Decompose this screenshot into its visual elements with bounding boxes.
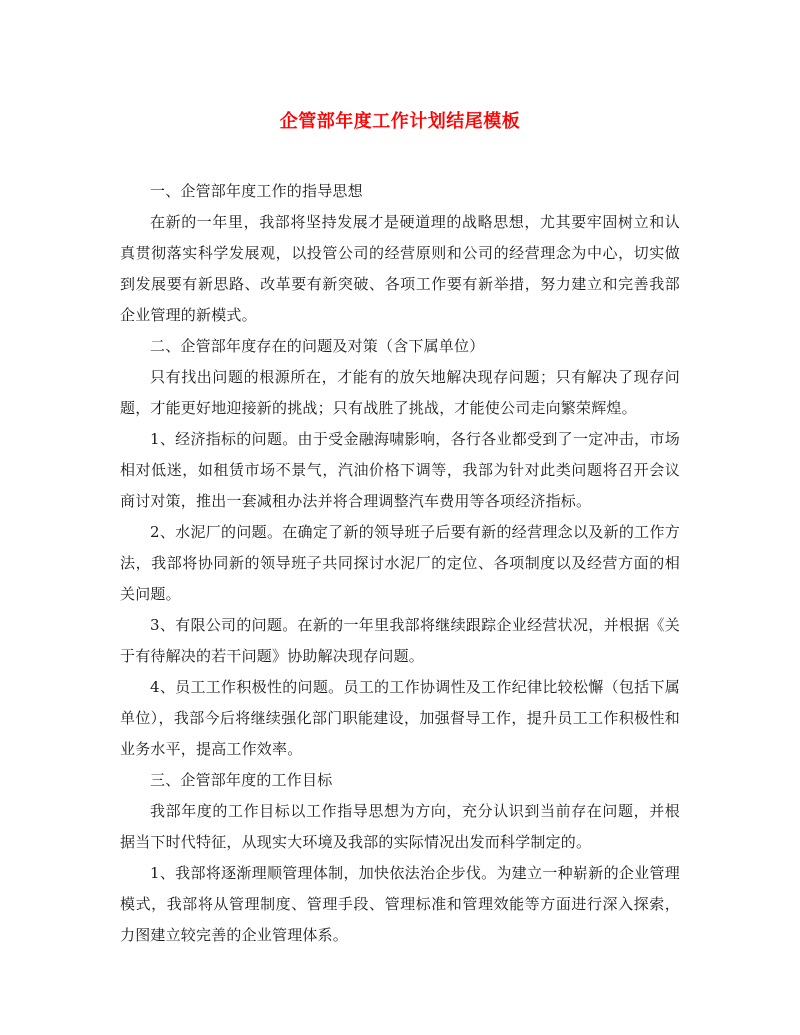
list-item-staff-motivation: 4、员工工作积极性的问题。员工的工作协调性及工作纪律比较松懈（包括下属单位），我部今后将继续强化部门职能建设，加强督导工作，提升员工工作积极性和业务水平，提高工作效率。 (120, 678, 680, 758)
list-item-economic-indicators: 1、经济指标的问题。由于受金融海啸影响，各行各业都受到了一定冲击，市场相对低迷，如租赁市场不景气，汽油价格下调等，我部为针对此类问题将召开会议商讨对策，推出一套减租办法并将合理调整汽车费用等各项经济指标。 (120, 430, 680, 510)
list-item-management-system: 1、我部将逐渐理顺管理体制，加快依法治企步伐。为建立一种崭新的企业管理模式，我部将从管理制度、管理手段、管理标准和管理效能等方面进行深入探索，力图建立较完善的企业管理体系。 (120, 864, 680, 944)
paragraph-goals-intro: 我部年度的工作目标以工作指导思想为方向，充分认识到当前存在问题，并根据当下时代特征，从现实大环境及我部的实际情况出发而科学制定的。 (120, 802, 680, 851)
document-body (120, 176, 680, 951)
section-heading-goals: 三、企管部年度的工作目标 (150, 771, 333, 789)
section-heading-guiding-ideology: 一、企管部年度工作的指导思想 (150, 182, 363, 200)
document-title: 企管部年度工作计划结尾模板 (279, 111, 521, 132)
paragraph-guiding-ideology: 在新的一年里，我部将坚持发展才是硬道理的战略思想，尤其要牢固树立和认真贯彻落实科学发展观，以投管公司的经营原则和公司的经营理念为中心，切实做到发展要有新思路、改革要有新突破、各项工作要有新举措，努力建立和完善我部企业管理的新模式。 (120, 213, 680, 324)
paragraph-problems-intro: 只有找出问题的根源所在，才能有的放矢地解决现存问题；只有解决了现存问题，才能更好地迎接新的挑战；只有战胜了挑战，才能使公司走向繁荣辉煌。 (120, 368, 680, 417)
list-item-limited-company: 3、有限公司的问题。在新的一年里我部将继续跟踪企业经营状况，并根据《关于有待解决的若干问题》协助解决现存问题。 (120, 616, 680, 665)
section-heading-problems: 二、企管部年度存在的问题及对策（含下属单位） (150, 337, 485, 355)
list-item-cement-plant: 2、水泥厂的问题。在确定了新的领导班子后要有新的经营理念以及新的工作方法，我部将协同新的领导班子共同探讨水泥厂的定位、各项制度以及经营方面的相关问题。 (120, 523, 680, 603)
